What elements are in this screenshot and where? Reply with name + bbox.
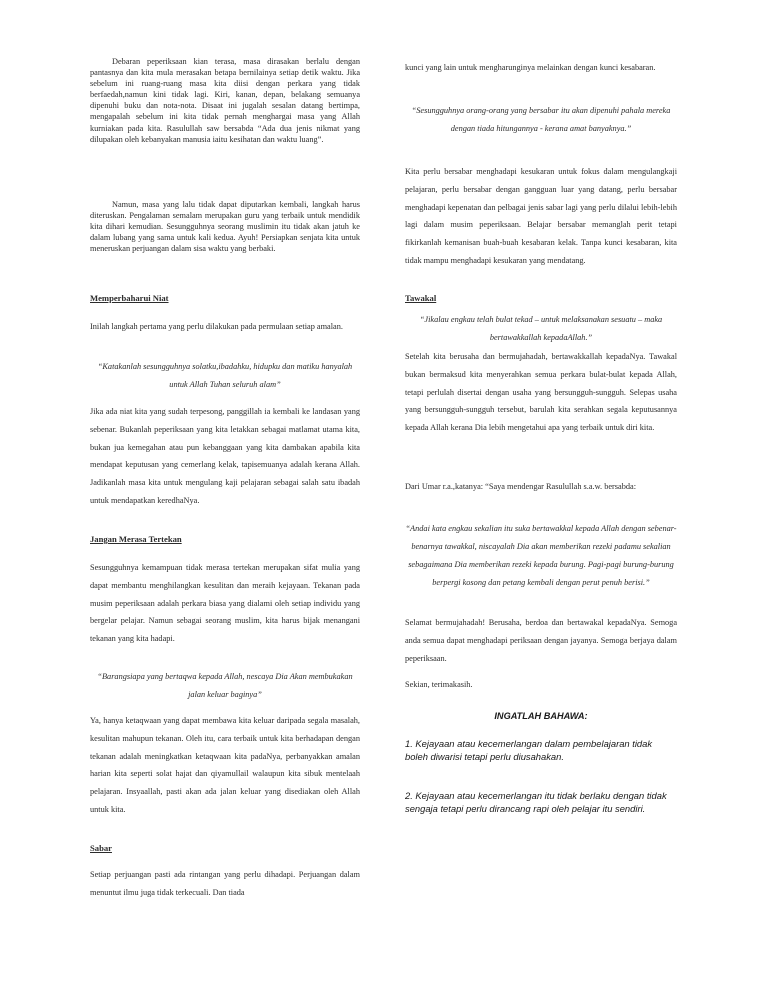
sabar-paragraph-2: Kita perlu bersabar menghadapi kesukaran untuk fokus dalam mengulangkaji pelajaran, perlu bersabar dengan gangguan luar yang datang, perlu bersabar menghadapi kepenatan dan pelbagai jenis sabar lagi yang perlu dilalui lebih-lebih lagi dalam musim peperiksaan. Belajar bersabar memanglah perit tetapi fikirkanlah kemanisan buah-buah kesabaran kelak. Tanpa kunci kesabaran, kita tidak mampu menghadapi kesukaran yang mendatang.: [405, 167, 677, 265]
tawakal-paragraph-1: Setelah kita berusaha dan bermujahadah, bertawakkallah kepadaNya. Tawakal bukan bermaksud kita menyerahkan semua perkara bulat-bulat kepada Allah, tetapi perlulah disertai dengan usaha yang bersungguh-sungguh. Selepas usaha yang bersungguh-sungguh tersebut, barulah kita serahkan segala keputusannya kepada Allah kerana Dia lebih mengetahui apa yang terbaik untuk diri kita.: [405, 352, 677, 433]
intro-paragraph-2: Namun, masa yang lalu tidak dapat diputarkan kembali, langkah harus diteruskan. Pengalaman semalam merupakan guru yang terbaik untuk mendidik kita dihari kemudian. Sesungguhnya seorang muslimin itu tidak akan jatuh ke dalam lubang yang sama untuk kali kedua. Ayuh! Persiapkan senjata kita untuk meneruskan perjuangan dalam sisa waktu yang berbaki.: [90, 200, 360, 254]
niat-quote: “Katakanlah sesungguhnya solatku,ibadahku, hidupku dan matiku hanyalah untuk Allah Tuhan seluruh alam”: [97, 362, 353, 389]
reminder-point-1: 1. Kejayaan atau kecemerlangan dalam pembelajaran tidak boleh diwarisi tetapi perlu diusahakan.: [405, 738, 653, 763]
heading-memperbaharui-niat: Memperbaharui Niat: [90, 293, 169, 303]
intro-paragraph-1: Debaran peperiksaan kian terasa, masa dirasakan berlalu dengan pantasnya dan kita mula merasakan betapa bernilainya setiap detik waktu. Jika sebelum ini ruang-ruang masa kita diisi dengan perkara yang tidak berfaedah,namun kini tidak lagi. Kiri, kanan, depan, belakang semuanya dipenuhi buku dan nota-nota. Disaat ini jugalah sesalan datang bertimpa, mengapalah sebelum ini kita tidak pernah menghargai masa yang Allah kurniakan pada kita. Rasulullah saw bersabda “Ada dua jenis nikmat yang dilupakan oleh kebanyakan manusia iaitu kesihatan dan waktu luang”.: [90, 57, 360, 144]
sabar-paragraph-1: Setiap perjuangan pasti ada rintangan yang perlu dihadapi. Perjuangan dalam menuntut ilmu juga tidak terkecuali. Dan tiada: [90, 870, 360, 897]
tawakal-hadith-quote: “Andai kata engkau sekalian itu suka bertawakkal kepada Allah dengan sebenar-benarnya tawakkal, niscayalah Dia akan memberikan rezeki padamu sekalian sebagaimana Dia memberikan rezeki kepada burung. Pagi-pagi burung-burung berpergi kosong dan petang kembali dengan perut penuh berisi.”: [405, 524, 677, 587]
niat-paragraph-2: Jika ada niat kita yang sudah terpesong, panggillah ia kembali ke landasan yang sebenar. Bukanlah peperiksaan yang kita letakkan sebagai matlamat utama kita, bukan jua kemegahan atau pun kebanggaan yang kita dambakan apabila kita mendapat keputusan yang cemerlang kelak, tapisemuanya adalah kerana Allah. Jadikanlah masa kita untuk mengulang kaji pelajaran sebagai salah satu ibadah untuk mendapatkan keredhaNya.: [90, 407, 360, 505]
closing-paragraph: Selamat bermujahadah! Berusaha, berdoa dan bertawakal kepadaNya. Semoga anda semua dapat menghadapi periksaan dengan jayanya. Semoga berjaya dalam peperiksaan.: [405, 618, 677, 663]
niat-paragraph-1: Inilah langkah pertama yang perlu dilakukan pada permulaan setiap amalan.: [90, 322, 343, 331]
tertekan-paragraph-2: Ya, hanya ketaqwaan yang dapat membawa kita keluar daripada segala masalah, kesulitan mahupun tekanan. Oleh itu, cara terbaik untuk kita berhadapan dengan tekanan adalah meningkatkan ketaqwaan kita padaNya, perbanyakkan amalan harian kita seperti solat hajat dan qiyamullail walaupun kita sibuk mentelaah pelajaran. Insyaallah, pasti akan ada jalan keluar yang disediakan oleh Allah untuk kita.: [90, 716, 360, 814]
heading-jangan-merasa-tertekan: Jangan Merasa Tertekan: [90, 534, 182, 544]
heading-tawakal: Tawakal: [405, 293, 437, 303]
tertekan-paragraph-1: Sesungguhnya kemampuan tidak merasa tertekan merupakan sifat mulia yang dapat membantu menghilangkan kesulitan dan meraih kejayaan. Tekanan pada musim peperiksaan adalah perkara biasa yang dialami oleh setiap individu yang bergelar pelajar. Namun sebagai seorang muslim, kita harus bijak menangani tekanan yang kita hadapi.: [90, 563, 360, 644]
sabar-continuation: kunci yang lain untuk mengharunginya melainkan dengan kunci kesabaran.: [405, 63, 656, 72]
tertekan-quote: “Barangsiapa yang bertaqwa kepada Allah, nescaya Dia Akan membukakan jalan keluar baginya”: [97, 672, 353, 699]
tawakal-quote: “Jikalau engkau telah bulat tekad – untuk melaksanakan sesuatu – maka bertawakkallah kepadaAllah.”: [419, 315, 663, 342]
closing-greeting: Sekian, terimakasih.: [405, 680, 473, 689]
reminder-point-2: 2. Kejayaan atau kecemerlangan itu tidak berlaku dengan tidak sengaja tetapi perlu dirancang rapi oleh pelajar itu sendiri.: [405, 790, 667, 815]
heading-sabar: Sabar: [90, 843, 112, 853]
sabar-quote: “Sesungguhnya orang-orang yang bersabar itu akan dipenuhi pahala mereka dengan tiada hitungannya - kerana amat banyaknya.”: [411, 106, 671, 133]
tawakal-paragraph-2: Dari Umar r.a.,katanya: “Saya mendengar Rasulullah s.a.w. bersabda:: [405, 482, 636, 491]
ingatlah-bahawa-heading: INGATLAH BAHAWA:: [494, 711, 588, 721]
